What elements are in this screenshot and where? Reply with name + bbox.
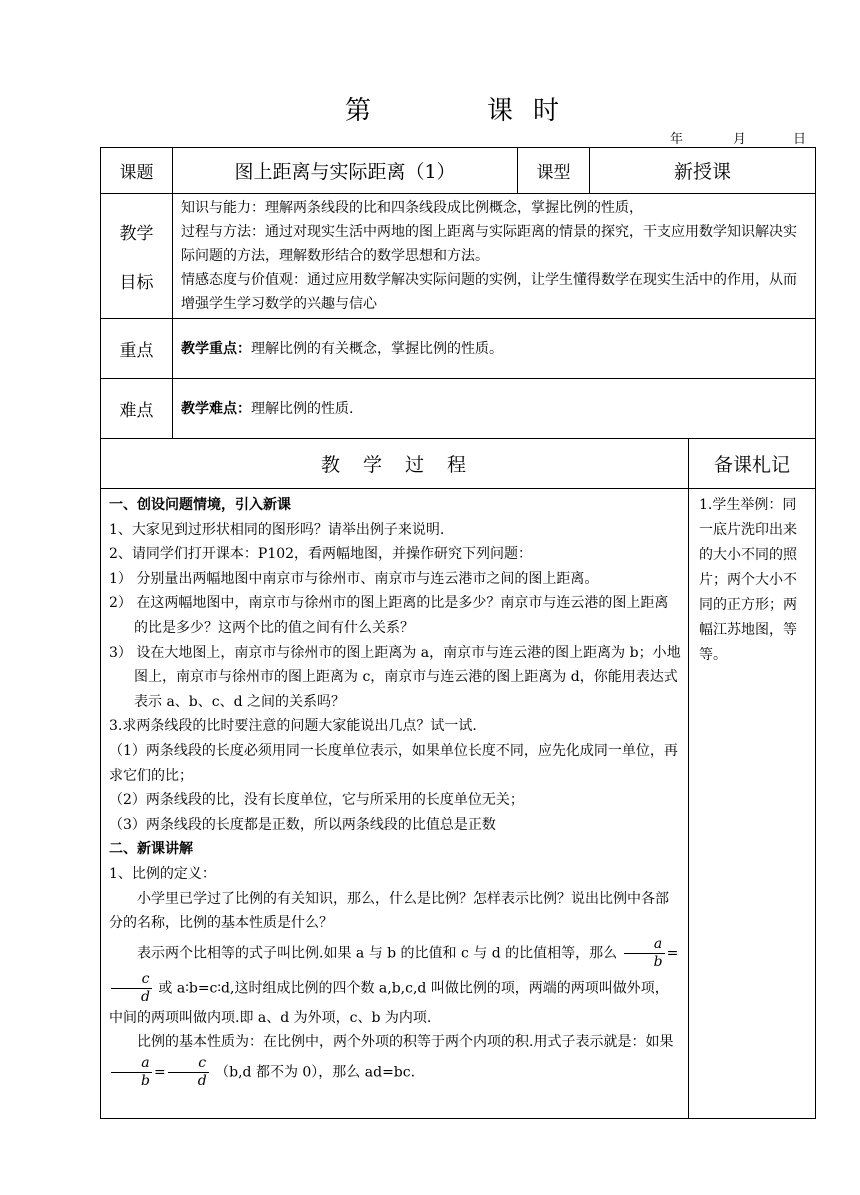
property-text-2: （b,d 都不为 0），那么 ad=bc. bbox=[215, 1064, 416, 1081]
goal-process: 过程与方法：通过对现实生活中两地的图上距离与实际距离的情景的探究，干支应用数学知识解决实际问题的方法，理解数形结合的数学思想和方法。 bbox=[181, 224, 797, 264]
frac-denominator-d: d bbox=[141, 988, 150, 1005]
property-text-1: 比例的基本性质为：在比例中，两个外项的积等于两个内项的积.用式子表示就是：如果 bbox=[137, 1034, 674, 1051]
question-2-item-1: 1） 分别量出两幅地图中南京市与徐州市、南京市与连云港市之间的图上距离。 bbox=[109, 570, 599, 587]
type-label: 课型 bbox=[518, 148, 590, 194]
key-point-label: 重点 bbox=[101, 319, 173, 379]
title-char-3: 时 bbox=[533, 96, 561, 126]
type-value: 新授课 bbox=[590, 148, 816, 194]
question-3-item-3: （3）两条线段的长度都是正数，所以两条线段的比值总是正数 bbox=[109, 816, 496, 833]
fraction-c-over-d bbox=[111, 971, 152, 1006]
process-header: 教 学 过 程 bbox=[101, 439, 689, 489]
title-char-1: 第 bbox=[345, 96, 373, 126]
goals-label-2: 目标 bbox=[119, 273, 154, 293]
question-3: 3.求两条线段的比时要注意的问题大家能说出几点？试一试. bbox=[109, 718, 477, 735]
notes-content: 1.学生举例：同一底片洗印出来的大小不同的照片；两个大小不同的正方形；两幅江苏地图，等等。 bbox=[689, 489, 816, 1119]
fraction-a-over-b-2 bbox=[111, 1055, 152, 1090]
question-2-item-2: 2） 在这两幅地图中，南京市与徐州市的图上距离的比是多少？南京市与连云港的图上距离的比是多少？这两个比的值之间有什么关系？ bbox=[109, 595, 669, 636]
difficulty-label: 难点 bbox=[101, 379, 173, 439]
goals-label-1: 教学 bbox=[119, 224, 154, 244]
section-1-title: 一、创设问题情境，引入新课 bbox=[109, 497, 291, 513]
key-point-bold: 教学重点： bbox=[181, 340, 251, 357]
question-2: 2、请同学们打开课本：P102，看两幅地图，并操作研究下列问题： bbox=[109, 546, 533, 563]
equals-sign: = bbox=[666, 945, 679, 962]
goal-knowledge: 知识与能力：理解两条线段的比和四条线段成比例概念，掌握比例的性质， bbox=[181, 200, 643, 216]
process-content bbox=[101, 489, 689, 1119]
property-paragraph bbox=[109, 1030, 682, 1090]
difficulty-bold: 教学难点： bbox=[181, 400, 251, 417]
equals-sign-2: = bbox=[153, 1064, 166, 1081]
question-1: 1、大家见到过形状相同的图形吗？请举出例子来说明. bbox=[109, 521, 445, 538]
goals-label bbox=[101, 194, 173, 319]
definition-text-a: 表示两个比相等的式子叫比例.如果 a 与 b 的比值和 c 与 d 的比值相等，那么 bbox=[137, 945, 618, 962]
frac-denominator-d-2: d bbox=[197, 1072, 207, 1089]
fraction-a-over-b bbox=[624, 936, 665, 971]
definition-title: 1、比例的定义： bbox=[109, 865, 216, 882]
frac-numerator-c: c bbox=[111, 971, 152, 989]
difficulty-text: 理解比例的性质. bbox=[251, 400, 354, 417]
lesson-plan-table bbox=[100, 147, 816, 1119]
frac-numerator-a: a bbox=[624, 936, 665, 954]
key-point-text: 理解比例的有关概念，掌握比例的性质。 bbox=[251, 340, 503, 357]
question-2-item-3: 3） 设在大地图上，南京市与徐州市的图上距离为 a，南京市与连云港的图上距离为 b；小地图上，南京市与徐州市的图上距离为 c，南京市与连云港的图上距离为 d，你能用表达式表示 a、b、c、d 之间的关系吗？ bbox=[109, 644, 681, 710]
date-month: 月 bbox=[733, 132, 747, 147]
topic-label: 课题 bbox=[101, 148, 173, 194]
definition-text-b: 或 a∶b=c∶d,这时组成比例的四个数 a,b,c,d 叫做比例的项，两端的两项叫做外项，中间的两项叫做内项.即 a、d 为外项，c、b 为内项. bbox=[109, 980, 669, 1026]
definition-paragraph-2 bbox=[109, 936, 682, 1031]
date-year: 年 bbox=[670, 132, 684, 147]
frac-numerator-a-2: a bbox=[111, 1055, 152, 1073]
question-3-item-1: （1）两条线段的长度必须用同一长度单位表示，如果单位长度不同，应先化成同一单位，再求它们的比； bbox=[109, 742, 678, 784]
question-3-item-2: （2）两条线段的比，没有长度单位，它与所采用的长度单位无关； bbox=[109, 792, 524, 809]
frac-denominator-b-2: b bbox=[141, 1072, 150, 1089]
title-char-2: 课 bbox=[487, 96, 515, 126]
goal-emotion: 情感态度与价值观：通过应用数学解决实际问题的实例，让学生懂得数学在现实生活中的作用，从而增强学生学习数学的兴趣与信心 bbox=[181, 272, 797, 312]
fraction-c-over-d-2 bbox=[168, 1055, 209, 1090]
topic-value: 图上距离与实际距离（1） bbox=[173, 148, 518, 194]
definition-paragraph-1: 小学里已学过了比例的有关知识，那么，什么是比例？怎样表示比例？说出比例中各部分的名称，比例的基本性质是什么？ bbox=[109, 890, 669, 932]
frac-denominator-b: b bbox=[653, 953, 663, 970]
key-point-content bbox=[173, 319, 816, 379]
date-day: 日 bbox=[793, 132, 807, 147]
notes-header: 备课札记 bbox=[689, 439, 816, 489]
frac-numerator-c-2: c bbox=[168, 1055, 209, 1073]
difficulty-content bbox=[173, 379, 816, 439]
section-2-title: 二、新课讲解 bbox=[109, 841, 193, 858]
goals-content bbox=[173, 194, 816, 319]
